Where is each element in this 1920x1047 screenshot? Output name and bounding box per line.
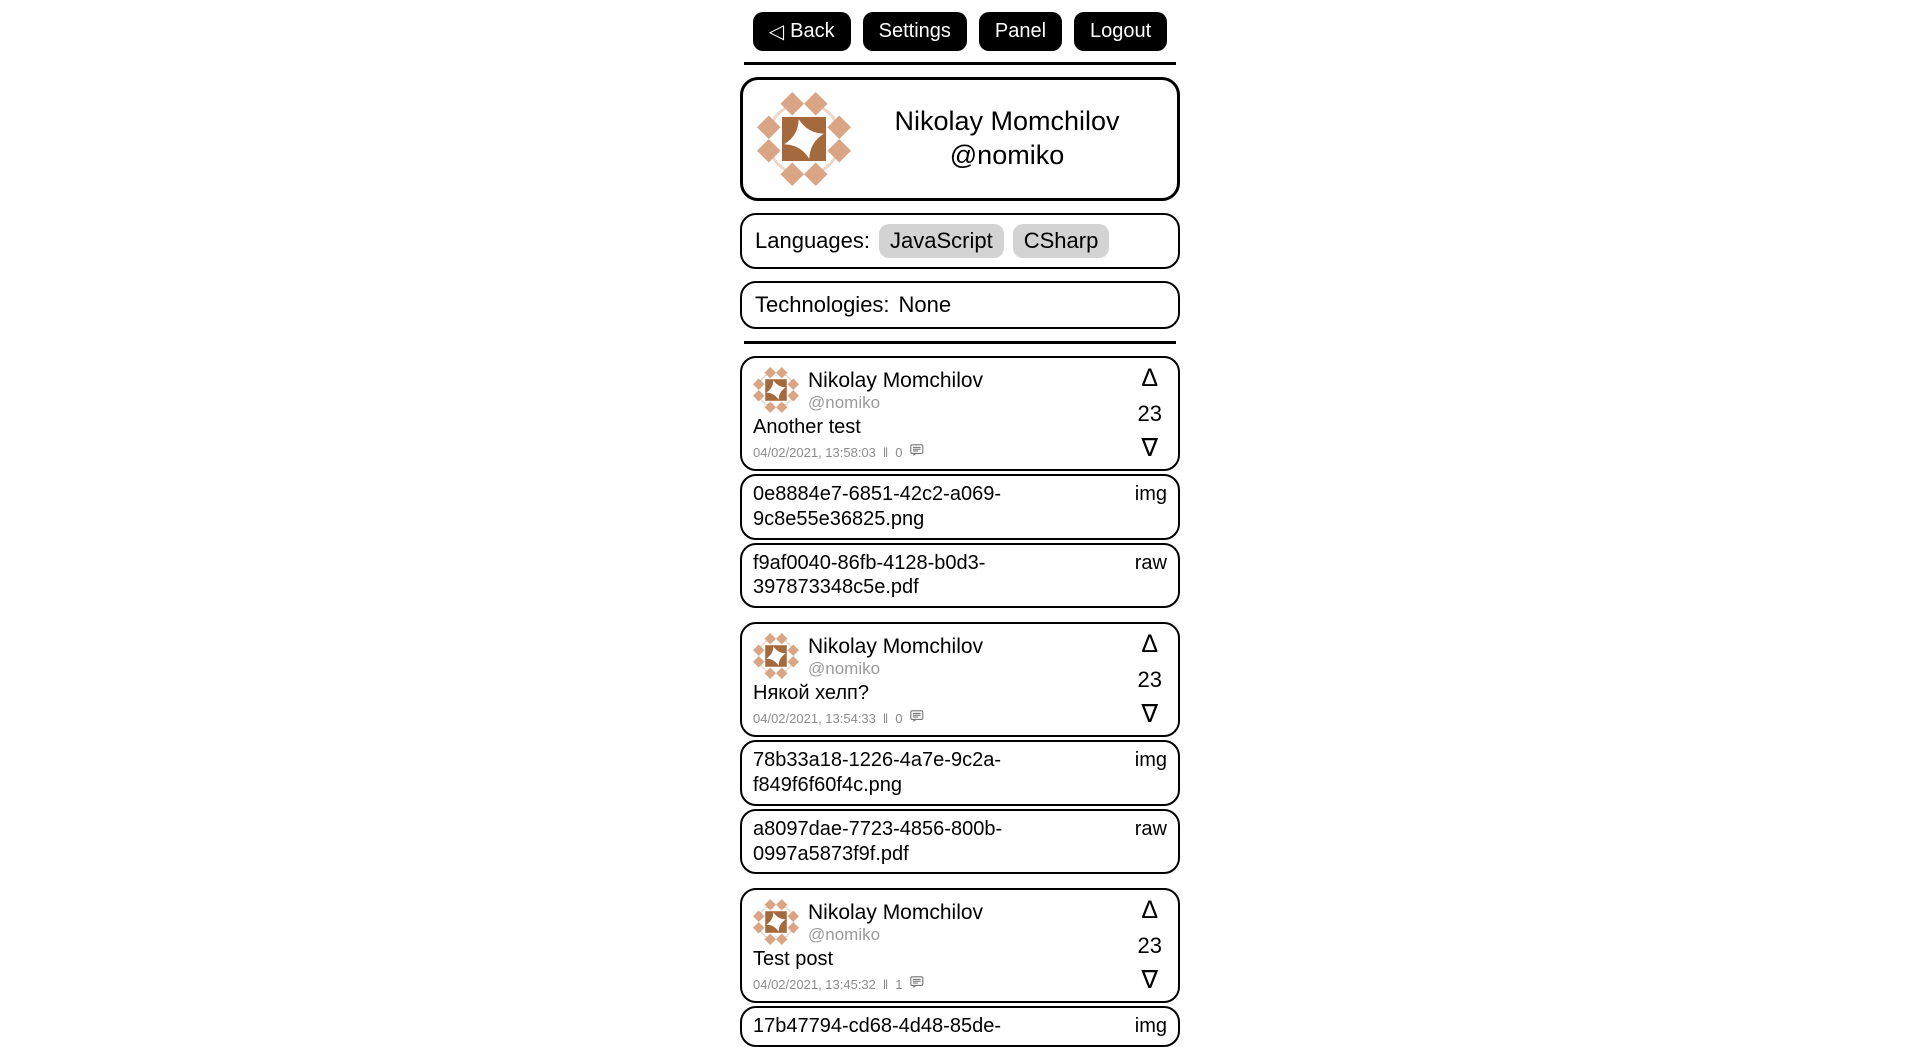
settings-button-label: Settings (878, 20, 951, 42)
attachment-filename: 78b33a18-1226-4a7e-9c2a-f849f6f60f4c.png (753, 749, 1001, 796)
attachment-filename: a8097dae-7723-4856-800b-0997a5873f9f.pdf (753, 817, 1003, 865)
comment-count: 0 (895, 710, 903, 726)
divider (744, 341, 1176, 344)
profile-name: Nikolay Momchilov (894, 106, 1120, 137)
attachment-row[interactable] (740, 740, 1180, 806)
panel-button[interactable] (979, 12, 1062, 51)
post-card[interactable] (740, 356, 1180, 471)
post-card[interactable] (740, 622, 1180, 737)
attachment-type-label: img (1134, 749, 1167, 772)
languages-label: Languages: (755, 228, 870, 253)
attachment-filename: 0e8884e7-6851-42c2-a069-9c8e55e36825.png (753, 483, 1001, 530)
language-tag: CSharp (1013, 224, 1110, 258)
panel-button-label: Panel (994, 20, 1047, 42)
attachment-type-label: raw (1134, 817, 1167, 840)
meta-separator: ‖ (882, 710, 889, 726)
post-title: Някой хелп? (753, 682, 869, 705)
attachment-row[interactable] (740, 543, 1180, 609)
vote-count: 23 (1137, 932, 1162, 958)
downvote-button[interactable]: ∇ (1141, 700, 1159, 729)
post-timestamp: 04/02/2021, 13:58:03 (753, 444, 876, 460)
post-timestamp: 04/02/2021, 13:45:32 (753, 976, 876, 992)
post-author-name: Nikolay Momchilov (808, 901, 984, 925)
attachment-row[interactable] (740, 1006, 1180, 1047)
attachment-type-label: img (1134, 483, 1167, 505)
post-card[interactable] (740, 888, 1180, 1003)
post (740, 356, 1180, 608)
technologies-label: Technologies: (755, 292, 890, 317)
technologies-value: None (898, 292, 952, 317)
post-author-avatar (753, 899, 799, 945)
top-nav (740, 12, 1180, 51)
post (740, 888, 1180, 1047)
back-arrow-icon: ◁ (768, 21, 785, 43)
language-tag: JavaScript (879, 224, 1004, 258)
downvote-button[interactable]: ∇ (1141, 434, 1159, 462)
post (740, 622, 1180, 874)
logout-button-label: Logout (1090, 20, 1152, 42)
post-author-handle: @nomiko (808, 925, 881, 945)
post-timestamp: 04/02/2021, 13:54:33 (753, 710, 876, 726)
comment-icon (910, 444, 924, 460)
back-button[interactable] (753, 12, 851, 51)
upvote-button[interactable]: Δ (1141, 896, 1159, 925)
post-title: Another test (753, 416, 861, 438)
vote-count: 23 (1137, 666, 1162, 692)
technologies-card (740, 281, 1180, 329)
attachment-filename: 17b47794-cd68-4d48-85de- (753, 1015, 1001, 1038)
post-author-name: Nikolay Momchilov (808, 369, 984, 392)
post-author-handle: @nomiko (808, 393, 881, 412)
comment-count: 1 (895, 976, 903, 992)
attachment-row[interactable] (740, 474, 1180, 540)
upvote-button[interactable]: Δ (1141, 364, 1159, 392)
post-title: Test post (753, 948, 834, 971)
back-button-label: Back (790, 20, 835, 42)
post-author-handle: @nomiko (808, 659, 881, 679)
downvote-button[interactable]: ∇ (1141, 966, 1159, 995)
profile-avatar (757, 92, 851, 186)
attachment-type-label: raw (1134, 551, 1167, 574)
post-author-avatar (753, 367, 799, 413)
attachment-type-label: img (1134, 1015, 1167, 1038)
attachment-filename: f9af0040-86fb-4128-b0d3-397873348c5e.pdf (753, 551, 986, 599)
vote-count: 23 (1137, 400, 1162, 426)
profile-handle: @nomiko (949, 140, 1065, 170)
meta-separator: ‖ (882, 444, 889, 460)
divider (744, 62, 1176, 65)
upvote-button[interactable]: Δ (1141, 630, 1159, 659)
post-author-avatar (753, 633, 799, 679)
languages-card (740, 213, 1180, 269)
settings-button[interactable] (863, 12, 967, 51)
profile-card (740, 77, 1180, 201)
posts-list (740, 356, 1180, 1047)
meta-separator: ‖ (882, 976, 889, 992)
comment-icon (910, 976, 924, 992)
attachment-row[interactable] (740, 809, 1180, 875)
profile-page (740, 0, 1180, 1047)
post-author-name: Nikolay Momchilov (808, 635, 984, 659)
comment-icon (910, 710, 924, 726)
comment-count: 0 (895, 444, 903, 460)
logout-button[interactable] (1074, 12, 1167, 51)
